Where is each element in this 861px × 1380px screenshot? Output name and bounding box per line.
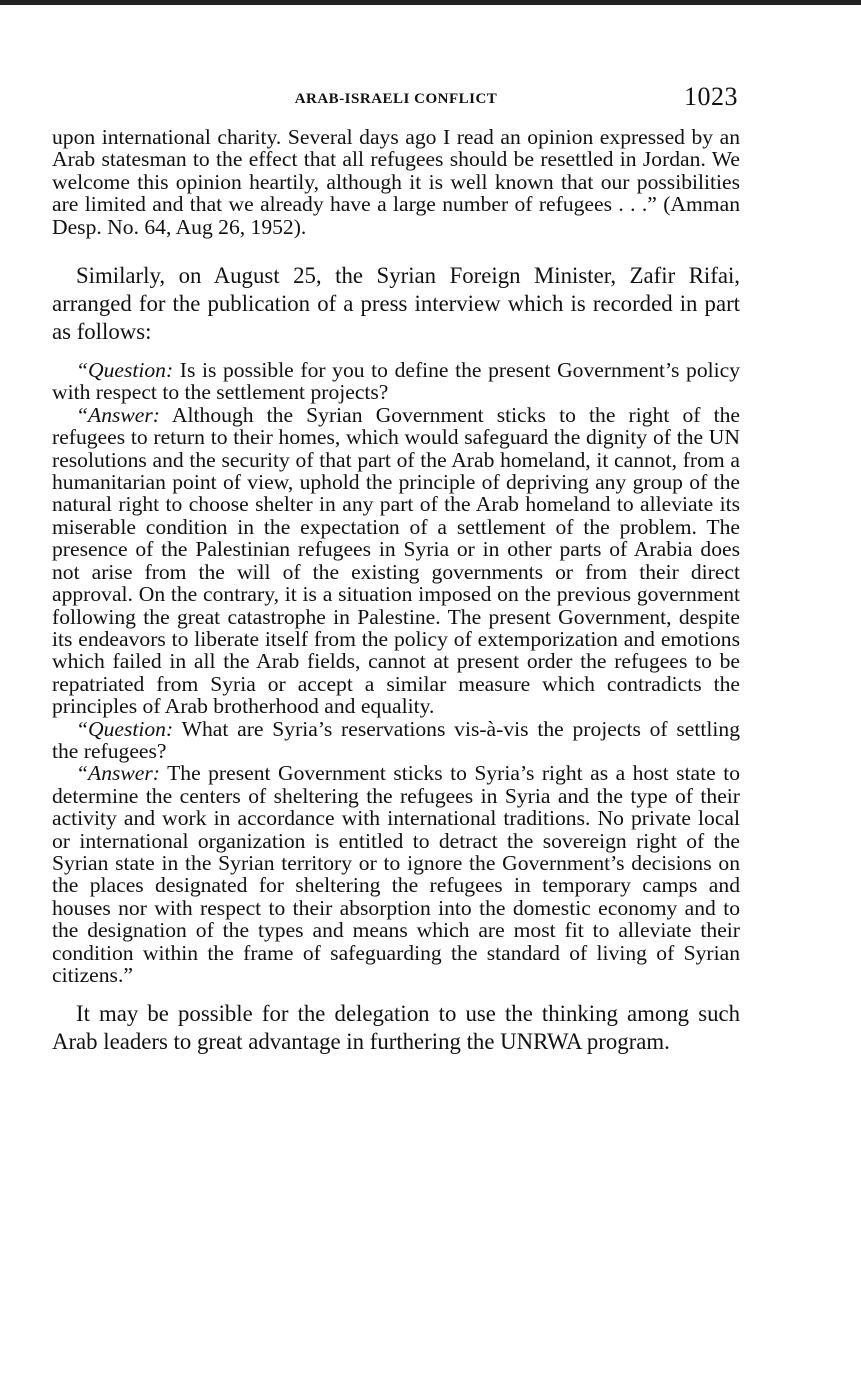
page-number: 1023 [684,82,738,111]
answer-text: The present Government sticks to Syria’s right as a host state to determine the centers of sheltering the refugees in Syria and the type of their activity and work in accordance with international traditions. No private local or international organization is entitled to detract the sovereign right of the Syrian state in the Syrian territory or to ignore the Government’s decisions on the places designated for sheltering the refugees in temporary camps and houses nor with respect to their absorption into the domestic economy and to the designation of the types and means which are most fit to alleviate their condition within the frame of safeguarding the standard of living of Syrian citizens.” [52,761,740,987]
question-label: “Question: [76,716,174,741]
page-body [52,126,740,1056]
interview-answer-2 [52,762,740,986]
running-head [52,82,740,118]
paragraph-syrian-interview-intro: Similarly, on August 25, the Syrian Foreign Minister, Zafir Rifai, arranged for the publication of a press interview which is recorded in part as follows: [52,263,740,345]
answer-text: Although the Syrian Government sticks to the right of the refugees to return to their homes, which would safeguard the dignity of the UN resolutions and the security of that part of the Arab homeland, it cannot, from a humanitarian point of view, uphold the principle of depriving any group of the natural right to choose shelter in any part of the Arab homeland to alleviate its miserable condition in the expectation of a settlement of the problem. The presence of the Palestinian refugees in Syria or in other parts of Arabia does not arise from the will of the existing governments or from their direct approval. On the contrary, it is a situation imposed on the previous government following the great catastrophe in Palestine. The present Government, despite its endeavors to liberate itself from the policy of extemporization and emotions which failed in all the Arab fields, cannot at present order the refugees to be repatriated from Syria or accept a similar measure which contradicts the principles of Arab brotherhood and equality. [52,402,740,719]
page-top-edge [0,0,861,5]
paragraph-quote-continuation: upon international charity. Several days ago I read an opinion expressed by an Arab statesman to the effect that all refugees should be resettled in Jordan. We welcome this opinion heartily, although it is well known that our possibilities are limited and that we already have a large number of refugees . . .” (Amman Desp. No. 64, Aug 26, 1952). [52,125,740,239]
question-text: What are Syria’s reservations vis-à-vis the projects of settling the refugees? [52,716,740,763]
running-title: ARAB-ISRAELI CONFLICT [294,91,498,107]
question-text: Is is possible for you to define the present Government’s policy with respect to the settlement projects? [52,358,740,405]
paragraph-conclusion: It may be possible for the delegation to use the thinking among such Arab leaders to great advantage in furthering the UNRWA program. [52,1001,740,1055]
interview-question-2 [52,718,740,763]
answer-label: “Answer: [76,761,160,786]
interview-answer-1 [52,404,740,718]
interview-question-1 [52,359,740,404]
question-label: “Question: [76,358,174,383]
answer-label: “Answer: [76,402,160,427]
